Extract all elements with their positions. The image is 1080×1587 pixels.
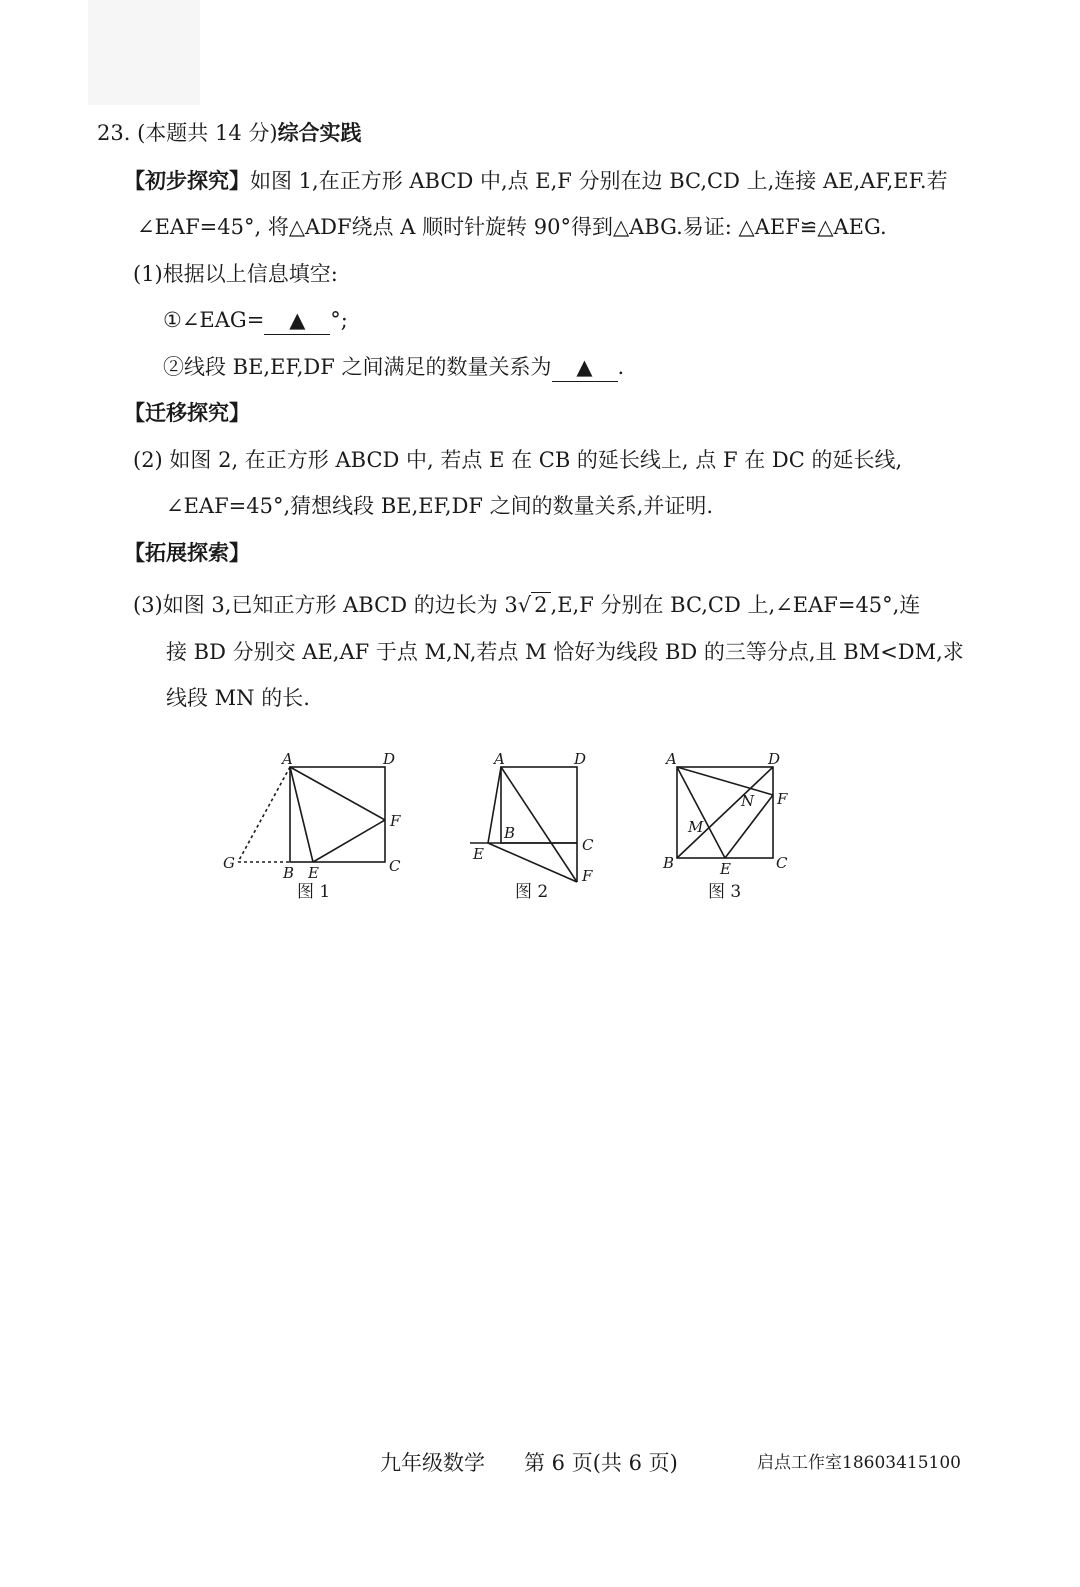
part1-prompt-text: (1)根据以上信息填空: [133,262,338,286]
item1-prefix: ①∠EAG= [163,308,265,332]
fig3-label-c: C [776,854,788,872]
fig1-segment-af [290,767,385,820]
transfer-line-1 [133,446,902,474]
intro-text-2: ∠EAF=45°, 将△ADF绕点 A 顺时针旋转 90°得到△ABG.易证: △AEF≌△AEG. [137,215,887,239]
item2-suffix: . [617,355,625,379]
section-tag-initial: 【初步探究】 [124,168,250,193]
figure-1-caption: 图 1 [297,882,331,902]
figure-1-diagram [215,740,415,880]
figure-3-caption: 图 3 [708,882,742,902]
fig1-segment-ef [313,820,385,862]
extend-line-3 [166,684,310,712]
transfer-text-2: ∠EAF=45°,猜想线段 BE,EF,DF 之间的数量关系,并证明. [166,494,714,518]
extend-line-2 [166,638,964,666]
sqrt-symbol: √ 2 [518,591,551,619]
fig2-label-d: D [574,750,587,768]
extend-tag: 【拓展探索】 [124,540,250,565]
fig2-label-e: E [473,845,484,863]
question-header [97,119,362,147]
scan-shadow [88,0,200,105]
figure-3 [656,740,806,902]
transfer-text-1: (2) 如图 2, 在正方形 ABCD 中, 若点 E 在 CB 的延长线上, 点 F 在 DC 的延长线, [133,448,903,472]
extend-text-1b: ,E,F 分别在 BC,CD 上,∠EAF=45°,连 [550,593,921,617]
fig1-label-d: D [383,750,396,768]
question-number: 23. [97,121,131,145]
answer-blank-1[interactable]: ▲ [264,306,330,335]
figure-1 [215,740,415,902]
fig2-label-a: A [494,750,505,768]
intro-line-1 [124,167,948,195]
figure-2-diagram [462,740,612,890]
fig1-label-f: F [390,812,401,830]
extend-text-3: 线段 MN 的长. [166,686,310,710]
fig3-label-a: A [666,750,677,768]
footer-subject: 九年级数学 [380,1451,485,1475]
part1-prompt [133,260,338,288]
extend-text-1a: (3)如图 3,已知正方形 ABCD 的边长为 3 [133,593,518,617]
item1-suffix: °; [330,308,348,332]
footer-page-number: 第 6 页(共 6 页) [524,1451,678,1475]
intro-text-1: 如图 1,在正方形 ABCD 中,点 E,F 分别在边 BC,CD 上,连接 AE,AF,EF.若 [250,169,948,193]
fig1-label-e: E [308,864,319,880]
fig1-label-c: C [389,857,401,875]
fig2-label-f: F [582,867,593,885]
footer-studio: 启点工作室18603415100 [757,1453,961,1473]
fig2-label-c: C [582,836,594,854]
question-title: 综合实践 [277,120,362,145]
section-tag-transfer [124,399,250,427]
figure-2-caption: 图 2 [515,882,549,902]
fig3-label-b: B [663,854,675,872]
figure-3-diagram [656,740,806,890]
fig2-segment-ae [488,767,501,843]
fig3-label-e: E [720,860,731,878]
item2-prefix: ②线段 BE,EF,DF 之间满足的数量关系为 [163,355,552,379]
part1-item-1 [163,306,348,335]
sqrt-radicand: 2 [531,592,550,617]
fig3-label-n: N [741,792,755,810]
part1-item-2 [163,353,624,382]
transfer-line-2 [166,492,713,520]
question-score: (本题共 14 分) [137,121,278,145]
fig1-label-a: A [282,750,293,768]
fig1-label-g: G [223,854,235,872]
fig1-label-b: B [283,864,295,880]
fig2-label-b: B [504,824,516,842]
fig3-segment-ae [677,767,725,858]
extend-text-2: 接 BD 分别交 AE,AF 于点 M,N,若点 M 恰好为线段 BD 的三等分点,且 BM<DM,求 [166,640,964,664]
fig3-label-m: M [688,818,704,836]
intro-line-2 [137,213,887,241]
section-tag-extend [124,539,250,567]
fig1-segment-ag [238,767,290,862]
transfer-tag: 【迁移探究】 [124,400,250,425]
answer-blank-2[interactable]: ▲ [552,353,618,382]
fig1-segment-ae [290,767,313,862]
figure-2 [462,740,612,902]
extend-line-1 [133,591,920,619]
fig3-label-f: F [777,790,788,808]
fig3-label-d: D [768,750,781,768]
